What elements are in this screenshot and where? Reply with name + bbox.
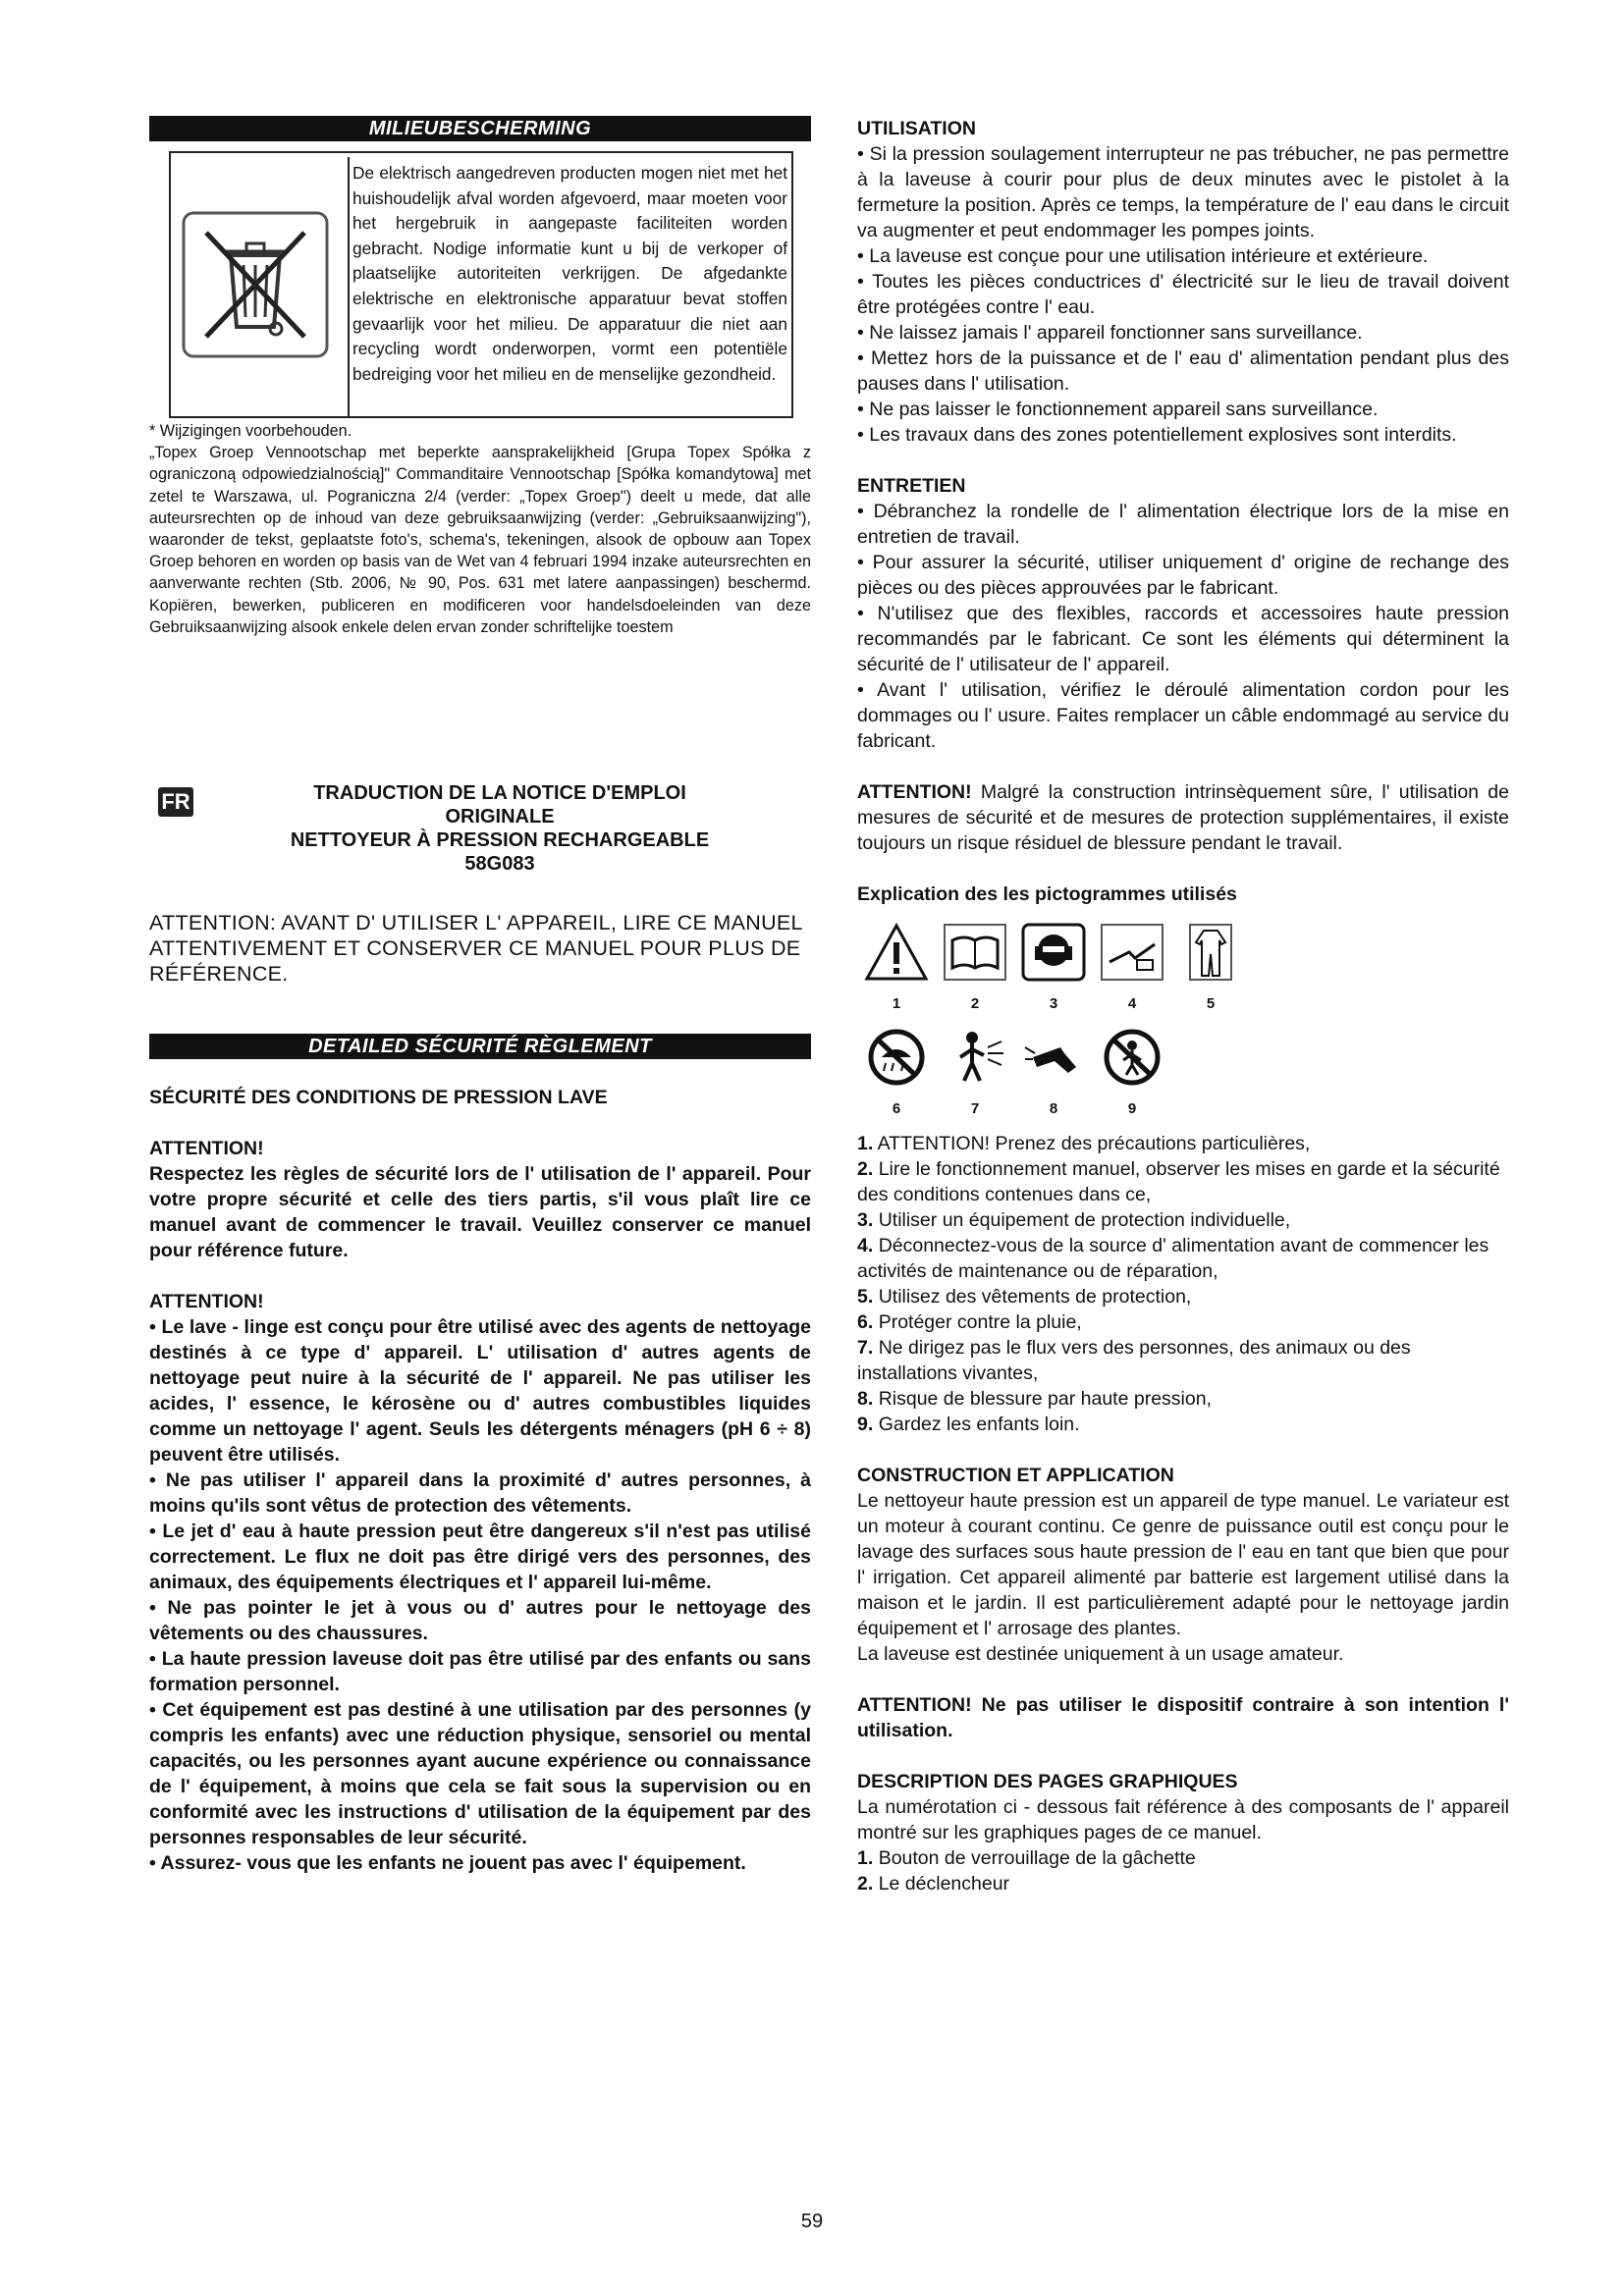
residual-risk-text: Malgré la construction intrinsèquement sûre, l' utilisation de mesures de sécurité et de mesures de protection supplémentaires, il existe toujours un risque résiduel de blessure pendant le travail. bbox=[857, 781, 1509, 854]
attention-heading-1: ATTENTION! bbox=[149, 1138, 264, 1160]
high-pressure-injury-icon bbox=[1014, 1020, 1093, 1095]
pictogram-row-1 bbox=[857, 915, 1509, 989]
safety-heading: SÉCURITÉ DES CONDITIONS DE PRESSION LAVE bbox=[149, 1087, 608, 1109]
entretien-heading: ENTRETIEN bbox=[857, 475, 966, 497]
safety-bullet: • Le jet d' eau à haute pression peut être dangereux s'il n'est pas utilisé correctement. Le flux ne doit pas être dirigé vers des personnes, des animaux, des équipements électriques et l' appareil lui-même. bbox=[149, 1521, 811, 1594]
pictogram-heading: Explication des les pictogrammes utilisés bbox=[857, 883, 1237, 905]
attention-text-1: Respectez les règles de sécurité lors de l' utilisation de l' appareil. Pour votre propre sécurité et celle des tiers partis, s'il vous plaît lire ce manuel avant de commencer le travail. Veuillez conserver ce manuel pour référence future. bbox=[149, 1163, 811, 1262]
picto-number: 8 bbox=[1049, 1100, 1058, 1117]
keep-children-away-icon bbox=[1093, 1020, 1171, 1095]
disconnect-power-icon bbox=[1093, 915, 1171, 989]
utilisation-bullet: • Ne pas laisser le fonctionnement appareil sans surveillance. bbox=[857, 399, 1379, 420]
component-list bbox=[857, 1845, 1509, 1896]
safety-bullet: • Assurez- vous que les enfants ne jouent pas avec l' équipement. bbox=[149, 1852, 746, 1875]
ear-eye-protection-icon bbox=[1014, 915, 1093, 989]
pictogram-explanation-list bbox=[857, 1131, 1509, 1437]
picto-number: 3 bbox=[1049, 995, 1058, 1012]
construction-text: Le nettoyeur haute pression est un appareil de type manuel. Le variateur est un moteur à courant continu. Ce genre de puissance outil est conçu pour le lavage des surfaces sous haute pression de l' eau en tant que bien que pour l' irrigation. Cet appareil alimenté par batterie est largement utilisé dans la maison et le jardin. Il est particulièrement adapté pour le nettoyage jardin équipement et l' arrosage des plantes. bbox=[857, 1490, 1509, 1639]
manual-book-icon bbox=[936, 915, 1014, 989]
attention-label: ATTENTION! bbox=[857, 781, 972, 803]
utilisation-bullet: • Toutes les pièces conductrices d' électricité sur le lieu de travail doivent être protégées contre l' eau. bbox=[857, 271, 1509, 318]
list-item: 5. Utilisez des vêtements de protection, bbox=[857, 1286, 1192, 1308]
safety-bullet: • Cet équipement est pas destiné à une utilisation par des personnes (y compris les enfants) avec une réduction physique, sensoriel ou mental capacités, ou les personnes ayant aucune expérience ou connaissance de l' équipement, à moins que cela se fait sous la supervision ou en conformité avec les instructions d' utilisation de la équipement par des personnes responsables de leur sécurité. bbox=[149, 1699, 811, 1849]
utilisation-bullet: • Si la pression soulagement interrupteur ne pas trébucher, ne pas permettre à la laveuse à courir pour plus de deux minutes avec le pistolet à la fermeture la position. Après ce temps, la température de l' eau dans le circuit va augmenter et peut endommager les pompes joints. bbox=[857, 143, 1509, 241]
title-line-1: TRADUCTION DE LA NOTICE D'EMPLOI bbox=[313, 782, 686, 805]
no-rain-icon bbox=[857, 1020, 936, 1095]
picto-number: 1 bbox=[892, 995, 901, 1012]
picto-number: 6 bbox=[892, 1100, 901, 1117]
picto-number: 7 bbox=[970, 1100, 980, 1117]
fr-language-badge: FR bbox=[158, 787, 193, 817]
list-item: 7. Ne dirigez pas le flux vers des personnes, des animaux ou des installations vivantes, bbox=[857, 1337, 1411, 1384]
list-item: 1. Bouton de verrouillage de la gâchette bbox=[857, 1847, 1196, 1869]
pictogram-row-2 bbox=[857, 1020, 1509, 1095]
weee-text: De elektrisch aangedreven producten mogen niet met het huishoudelijk afval worden afgevoerd, maar moeten voor het hergebruik in aangepaste faciliteiten worden gebracht. Nodige informatie kunt u bij de verkoper of plaatselijke autoriteiten verkrijgen. De afgedankte elektrische en elektronische apparatuur bevat stoffen gevaarlijk voor het milieu. De apparatuur die niet aan recycling wordt onderworpen, vormt een potentiële bedreiging voor het milieu en de menselijke gezondheid. bbox=[348, 157, 791, 416]
title-line-2: ORIGINALE bbox=[445, 806, 555, 828]
page-number: 59 bbox=[800, 2211, 824, 2232]
left-column bbox=[149, 116, 811, 1876]
model-number: 58G083 bbox=[464, 853, 535, 876]
attention-misuse: ATTENTION! Ne pas utiliser le dispositif contraire à son intention l' utilisation. bbox=[857, 1694, 1509, 1741]
french-title-block bbox=[149, 781, 811, 875]
copyright-text: „Topex Groep Vennootschap met beperkte aansprakelijkheid [Grupa Topex Spółka z ograniczoną odpowiedzialnością]" Commanditaire Vennootschap [Spółka komandytowa] met zetel te Warszawa, ul. Pograniczna 2/4 (verder: „Topex Groep") deelt u mede, dat alle auteursrechten op de inhoud van deze gebruiksaanwijzing (verder: „Gebruiksaanwijzing"), waaronder de tekst, geplaatste foto's, schema's, tekeningen, alsook de opbouw aan Topex Groep behoren en worden op basis van de Wet van 4 februari 1994 inzake auteursrechten en aanverwante rechten (Stb. 2006, № 90, Pos. 631 met latere aanpassingen) beschermd. Kopiëren, bewerken, publiceren en modificeren voor handelsdoeleinden van deze Gebruiksaanwijzing alsook enkele delen ervan zonder schriftelijke toestem bbox=[149, 444, 811, 636]
crossed-bin-icon bbox=[171, 153, 340, 416]
description-heading: DESCRIPTION DES PAGES GRAPHIQUES bbox=[857, 1771, 1238, 1792]
entretien-bullet: • Pour assurer la sécurité, utiliser uniquement d' origine de rechange des pièces ou des pièces approuvées par le fabricant. bbox=[857, 552, 1509, 599]
list-item: 9. Gardez les enfants loin. bbox=[857, 1414, 1080, 1435]
weee-notice-box bbox=[169, 151, 793, 418]
utilisation-bullet: • La laveuse est conçue pour une utilisation intérieure et extérieure. bbox=[857, 245, 1429, 267]
safety-bullet: • Le lave - linge est conçu pour être utilisé avec des agents de nettoyage destinés à ce type d' appareil. L' utilisation d' autres agents de nettoyage peut nuire à la sécurité de l' appareil. Ne pas utiliser les acides, l' essence, le kérosène ou d' autres combustibles liquides comme un nettoyage l' agent. Seuls les détergents ménagers (pH 6 ÷ 8) peuvent être utilisés. bbox=[149, 1316, 811, 1467]
entretien-bullet: • Débranchez la rondelle de l' alimentation électrique lors de la mise en entretien de travail. bbox=[857, 501, 1509, 548]
list-item: 4. Déconnectez-vous de la source d' alimentation avant de commencer les activités de maintenance ou de réparation, bbox=[857, 1235, 1489, 1282]
picto-number: 9 bbox=[1127, 1100, 1137, 1117]
entretien-bullet: • N'utilisez que des flexibles, raccords et accessoires haute pression recommandés par le fabricant. Ce sont les éléments qui déterminent la sécurité de l' utilisateur de l' appareil. bbox=[857, 603, 1509, 675]
changes-note: * Wijzigingen voorbehouden. bbox=[149, 422, 352, 440]
picto-number: 5 bbox=[1206, 995, 1216, 1012]
construction-heading: CONSTRUCTION ET APPLICATION bbox=[857, 1465, 1174, 1486]
warning-triangle-icon bbox=[857, 915, 936, 989]
safety-bullet: • Ne pas utiliser l' appareil dans la proximité d' autres personnes, à moins qu'ils sont vêtus de protection des vêtements. bbox=[149, 1469, 811, 1518]
picto-number: 4 bbox=[1127, 995, 1137, 1012]
attention-heading-2: ATTENTION! bbox=[149, 1291, 264, 1313]
utilisation-bullet: • Ne laissez jamais l' appareil fonctionner sans surveillance. bbox=[857, 322, 1363, 344]
construction-text-2: La laveuse est destinée uniquement à un usage amateur. bbox=[857, 1643, 1344, 1665]
utilisation-heading: UTILISATION bbox=[857, 118, 976, 139]
pictogram-numbers-row-1 bbox=[857, 995, 1509, 1012]
title-line-3: NETTOYEUR À PRESSION RECHARGEABLE bbox=[290, 829, 710, 852]
utilisation-bullet: • Mettez hors de la puissance et de l' eau d' alimentation pendant plus des pauses dans l' utilisation. bbox=[857, 347, 1509, 395]
utilisation-bullet: • Les travaux dans des zones potentiellement explosives sont interdits. bbox=[857, 424, 1457, 446]
list-item: 8. Risque de blessure par haute pression, bbox=[857, 1388, 1212, 1410]
right-column bbox=[857, 116, 1509, 1896]
safety-bullet: • Ne pas pointer le jet à vous ou d' autres pour le nettoyage des vêtements ou des chaussures. bbox=[149, 1597, 811, 1645]
section-bar-milieu: MILIEUBESCHERMING bbox=[149, 116, 811, 141]
pictogram-numbers-row-2 bbox=[857, 1100, 1509, 1117]
section-bar-safety: DETAILED SÉCURITÉ RÈGLEMENT bbox=[149, 1034, 811, 1059]
list-item: 1. ATTENTION! Prenez des précautions particulières, bbox=[857, 1133, 1311, 1154]
entretien-bullet: • Avant l' utilisation, vérifiez le déroulé alimentation cordon pour les dommages ou l' usure. Faites remplacer un câble endommagé au service du fabricant. bbox=[857, 679, 1509, 752]
picto-number: 2 bbox=[970, 995, 980, 1012]
no-spray-at-people-icon bbox=[936, 1020, 1014, 1095]
residual-risk-paragraph bbox=[857, 779, 1509, 856]
safety-bullet: • La haute pression laveuse doit pas être utilisé par des enfants ou sans formation personnel. bbox=[149, 1648, 811, 1696]
protective-clothing-icon bbox=[1171, 915, 1250, 989]
description-text: La numérotation ci - dessous fait référence à des composants de l' appareil montré sur les graphiques pages de ce manuel. bbox=[857, 1796, 1509, 1843]
attention-read-manual: ATTENTION: AVANT D' UTILISER L' APPAREIL, LIRE CE MANUEL ATTENTIVEMENT ET CONSERVER CE MANUEL POUR PLUS DE RÉFÉRENCE. bbox=[149, 911, 802, 987]
list-item: 6. Protéger contre la pluie, bbox=[857, 1311, 1082, 1333]
list-item: 2. Lire le fonctionnement manuel, observer les mises en garde et la sécurité des conditions contenues dans ce, bbox=[857, 1158, 1500, 1205]
list-item: 2. Le déclencheur bbox=[857, 1873, 1010, 1895]
list-item: 3. Utiliser un équipement de protection individuelle, bbox=[857, 1209, 1291, 1231]
